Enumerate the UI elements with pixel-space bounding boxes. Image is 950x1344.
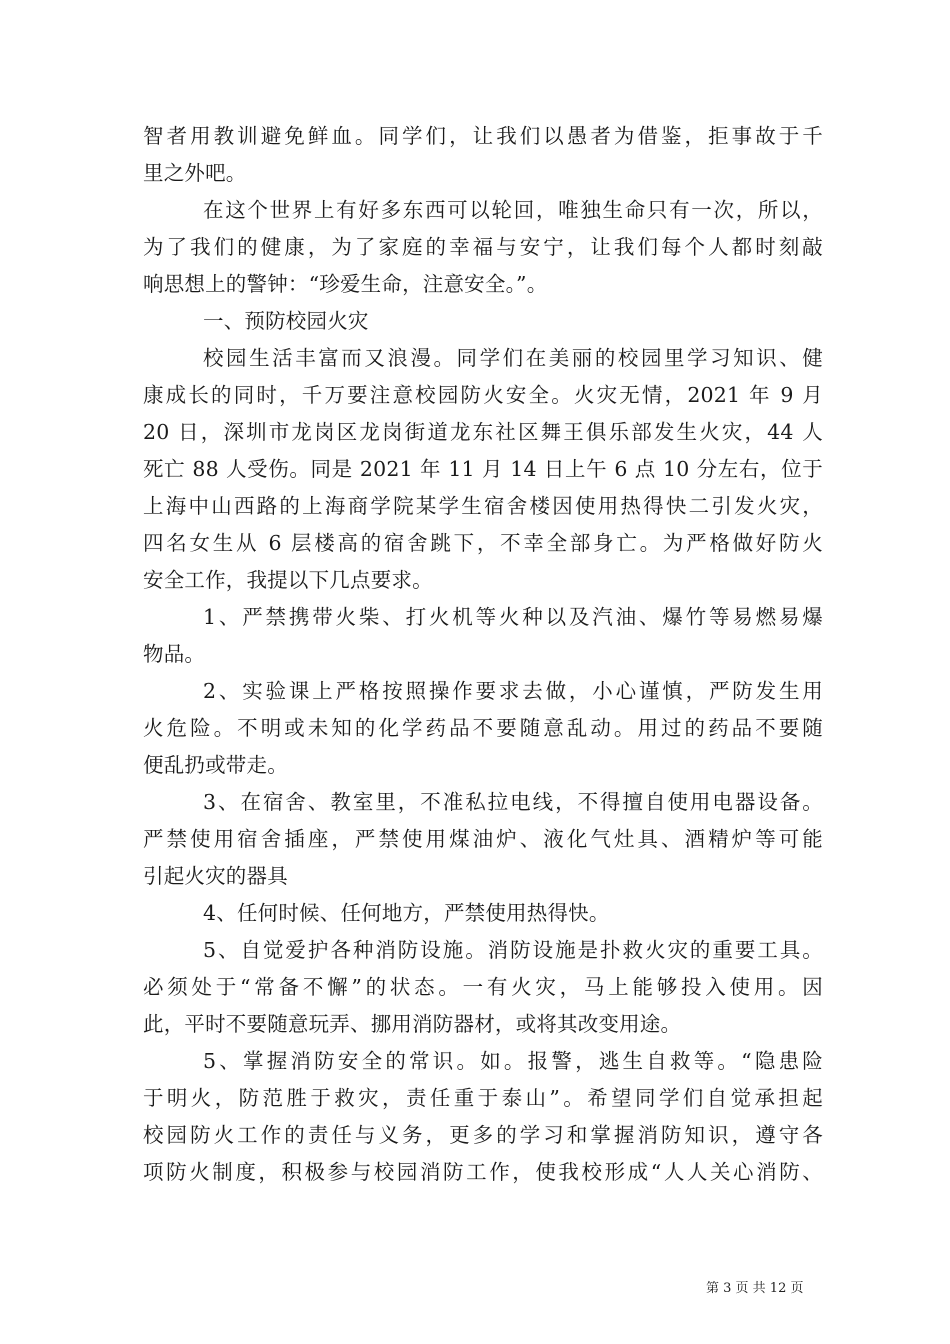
text-line: 严禁使用宿舍插座，严禁使用煤油炉、液化气灶具、酒精炉等可能	[143, 827, 823, 851]
text-line: 为了我们的健康，为了家庭的幸福与安宁，让我们每个人都时刻敲	[143, 235, 823, 259]
text-line: 火危险。不明或未知的化学药品不要随意乱动。用过的药品不要随	[143, 716, 823, 740]
text-line: 在这个世界上有好多东西可以轮回，唯独生命只有一次，所以，	[203, 198, 823, 222]
text-line: 于明火，防范胜于救灾，责任重于泰山”。希望同学们自觉承担起	[143, 1086, 823, 1110]
text-line: 康成长的同时，千万要注意校园防火安全。火灾无情，2021 年 9 月	[143, 383, 823, 407]
text-line: 校园生活丰富而又浪漫。同学们在美丽的校园里学习知识、健	[203, 346, 823, 370]
text-line: 智者用教训避免鲜血。同学们，让我们以愚者为借鉴，拒事故于千	[143, 124, 823, 148]
text-line: 一、预防校园火灾	[203, 309, 369, 333]
text-line: 里之外吧。	[143, 161, 247, 185]
text-line: 5、掌握消防安全的常识。如。报警，逃生自救等。“隐患险	[203, 1049, 823, 1073]
text-line: 便乱扔或带走。	[143, 753, 288, 777]
page-number-footer: 第 3 页 共 12 页	[706, 1281, 804, 1296]
document-body	[143, 118, 823, 1191]
text-line: 项防火制度，积极参与校园消防工作，使我校形成“人人关心消防、	[143, 1160, 823, 1184]
text-line: 20 日，深圳市龙岗区龙岗街道龙东社区舞王俱乐部发生火灾，44 人	[143, 420, 823, 444]
text-line: 2、实验课上严格按照操作要求去做，小心谨慎，严防发生用	[203, 679, 823, 703]
text-line: 死亡 88 人受伤。同是 2021 年 11 月 14 日上午 6 点 10 分左右，位于	[143, 457, 823, 481]
text-line: 1、严禁携带火柴、打火机等火种以及汽油、爆竹等易燃易爆	[203, 605, 823, 629]
text-line: 4、任何时候、任何地方，严禁使用热得快。	[203, 901, 610, 925]
text-line: 5、自觉爱护各种消防设施。消防设施是扑救火灾的重要工具。	[203, 938, 823, 962]
text-line: 响思想上的警钟：“珍爱生命，注意安全。”。	[143, 272, 548, 296]
text-line: 3、在宿舍、教室里，不准私拉电线，不得擅自使用电器设备。	[203, 790, 823, 814]
text-line: 必须处于“常备不懈”的状态。一有火灾，马上能够投入使用。因	[143, 975, 823, 999]
text-line: 上海中山西路的上海商学院某学生宿舍楼因使用热得快二引发火灾，	[143, 494, 823, 518]
text-line: 引起火灾的器具	[143, 864, 288, 888]
text-line: 校园防火工作的责任与义务，更多的学习和掌握消防知识，遵守各	[143, 1123, 823, 1147]
text-line: 物品。	[143, 642, 206, 666]
text-line: 四名女生从 6 层楼高的宿舍跳下，不幸全部身亡。为严格做好防火	[143, 531, 823, 555]
text-line: 安全工作，我提以下几点要求。	[143, 568, 433, 592]
text-line: 此，平时不要随意玩弄、挪用消防器材，或将其改变用途。	[143, 1012, 682, 1036]
